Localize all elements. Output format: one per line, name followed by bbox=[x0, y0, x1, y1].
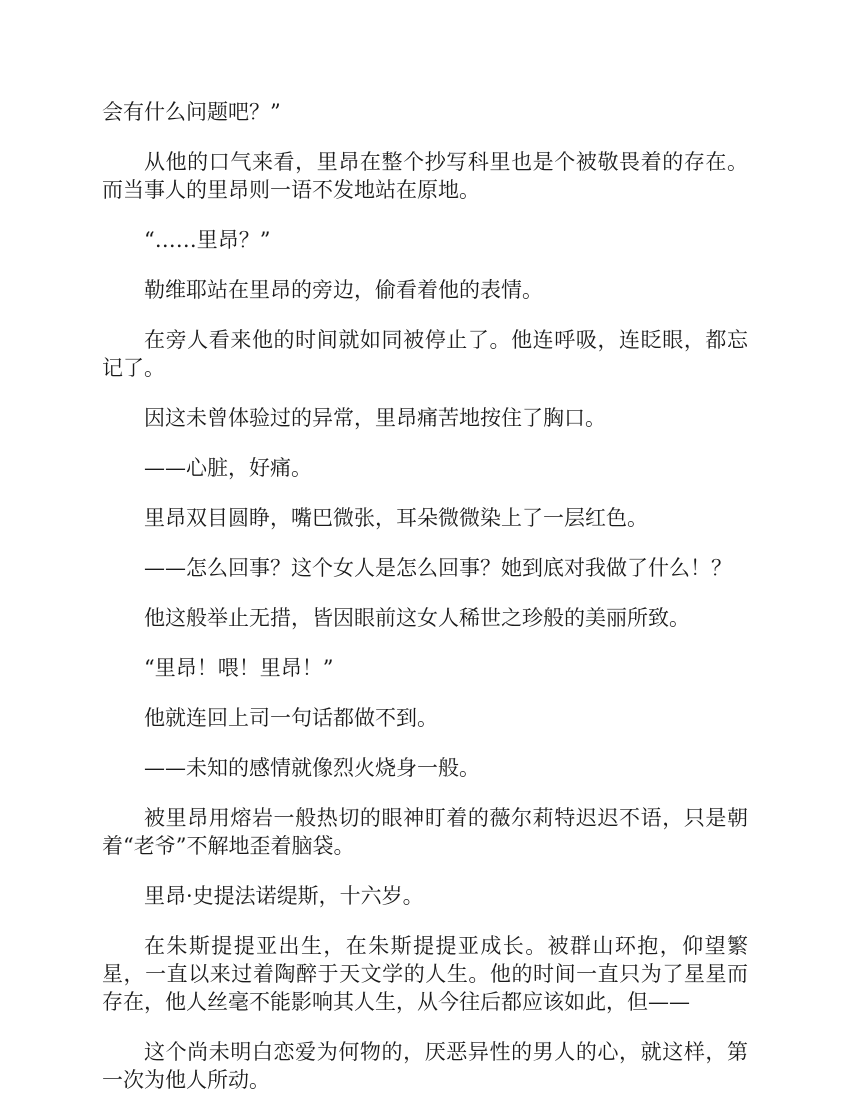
paragraph: ——怎么回事？这个女人是怎么回事？她到底对我做了什么！？ bbox=[144, 556, 732, 580]
paragraph: ——心脏，好痛。 bbox=[144, 456, 312, 480]
paragraph: 里昂双目圆睁，嘴巴微张，耳朵微微染上了一层红色。 bbox=[144, 506, 648, 530]
paragraph: “里昂！喂！里昂！” bbox=[144, 656, 334, 680]
paragraph: 里昂·史提法诺缇斯，十六岁。 bbox=[144, 884, 424, 908]
paragraph: 勒维耶站在里昂的旁边，偷看着他的表情。 bbox=[144, 278, 543, 302]
paragraph: 他就连回上司一句话都做不到。 bbox=[144, 706, 438, 730]
paragraph: 他这般举止无措，皆因眼前这女人稀世之珍般的美丽所致。 bbox=[144, 606, 690, 630]
document-page bbox=[102, 98, 748, 1116]
paragraph: ——未知的感情就像烈火烧身一般。 bbox=[144, 756, 480, 780]
paragraph: 被里昂用熔岩一般热切的眼神盯着的薇尔莉特迟迟不语，只是朝着“老爷”不解地歪着脑袋。 bbox=[102, 806, 748, 858]
paragraph: 这个尚未明白恋爱为何物的，厌恶异性的男人的心，就这样，第一次为他人所动。 bbox=[102, 1040, 748, 1092]
paragraph: 在朱斯提提亚出生，在朱斯提提亚成长。被群山环抱，仰望繁星，一直以来过着陶醉于天文学的人生。他的时间一直只为了星星而存在，他人丝毫不能影响其人生，从今往后都应该如此，但—— bbox=[102, 934, 748, 1014]
paragraph: 因这未曾体验过的异常，里昂痛苦地按住了胸口。 bbox=[144, 406, 606, 430]
paragraph: 在旁人看来他的时间就如同被停止了。他连呼吸，连眨眼，都忘记了。 bbox=[102, 328, 748, 380]
paragraph: 会有什么问题吧？” bbox=[102, 100, 281, 124]
paragraph: 从他的口气来看，里昂在整个抄写科里也是个被敬畏着的存在。而当事人的里昂则一语不发地站在原地。 bbox=[102, 150, 748, 202]
paragraph: “……里昂？” bbox=[144, 228, 271, 252]
